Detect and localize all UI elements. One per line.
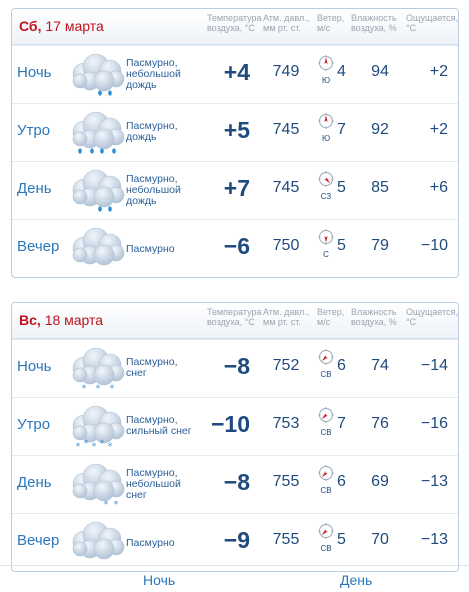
svg-text:*: * — [75, 442, 81, 448]
feels-like-value: +2 — [429, 121, 448, 138]
wind-direction-label: Ю — [321, 134, 331, 143]
wind-compass — [318, 522, 334, 552]
wind-direction-icon — [318, 170, 334, 188]
wind-speed-value: 7 — [337, 415, 346, 432]
humidity-value: 76 — [371, 415, 389, 432]
wind-direction-icon — [318, 112, 334, 130]
temperature-value: −9 — [223, 527, 250, 553]
wind-speed-value: 6 — [337, 357, 346, 374]
wind-direction-icon — [318, 228, 334, 246]
feels-like-value: −10 — [420, 237, 448, 254]
wind-direction-icon — [318, 522, 334, 540]
forecast-row — [12, 455, 458, 513]
column-header-feels: Ощущается, °С — [406, 13, 459, 33]
wind-compass — [318, 228, 334, 258]
forecast-row — [12, 45, 458, 103]
weather-icon-wrap — [70, 168, 126, 212]
pressure-value: 749 — [272, 63, 300, 80]
wind-speed-value: 4 — [337, 63, 346, 80]
column-header-temp: Температура воздуха, °С — [207, 13, 262, 33]
humidity-value: 70 — [371, 531, 389, 548]
wind-compass — [318, 170, 334, 200]
weather-icon-wrap — [70, 520, 126, 564]
wind-speed-value: 5 — [337, 179, 346, 196]
pressure-value: 745 — [272, 121, 300, 138]
column-header-pressure: Атм. давл., мм рт. ст. — [263, 307, 310, 327]
cloud-icon — [70, 226, 126, 270]
period-label: Утро — [17, 416, 51, 433]
humidity-value: 69 — [371, 473, 389, 490]
column-header-temp: Температура воздуха, °С — [207, 307, 262, 327]
wind-direction-label: СВ — [320, 428, 332, 437]
cloud-light-rain-icon — [70, 52, 126, 96]
condition-text: Пасмурно, небольшой дождь — [126, 173, 181, 207]
temperature-value: −10 — [210, 411, 250, 437]
day-forecast-card — [11, 302, 459, 572]
column-header-feels: Ощущается, °С — [406, 307, 459, 327]
svg-text:*: * — [91, 442, 97, 448]
humidity-value: 85 — [371, 179, 389, 196]
feels-like-value: −16 — [420, 415, 448, 432]
column-header-humidity: Влажность воздуха, % — [351, 307, 397, 327]
wind-direction-label: СВ — [320, 370, 332, 379]
forecast-row — [12, 339, 458, 397]
condition-text: Пасмурно — [126, 243, 175, 255]
svg-text:*: * — [81, 384, 87, 390]
column-header-wind: Ветер, м/с — [317, 13, 345, 33]
humidity-value: 92 — [371, 121, 389, 138]
svg-text:*: * — [113, 500, 119, 506]
wind-direction-label: СЗ — [320, 192, 332, 201]
cloud-light-snow-icon — [70, 462, 126, 506]
period-label: Вечер — [17, 238, 60, 255]
weekday: Вс, — [19, 312, 45, 328]
wind-direction-label: С — [323, 250, 329, 259]
wind-speed-value: 5 — [337, 237, 346, 254]
condition-text: Пасмурно — [126, 537, 175, 549]
day-header — [12, 9, 458, 45]
wind-direction-icon — [318, 348, 334, 366]
wind-direction-icon — [318, 464, 334, 482]
day-forecast-card — [11, 8, 459, 278]
weather-icon-wrap — [70, 346, 126, 390]
wind-compass — [318, 464, 334, 494]
pressure-value: 752 — [272, 357, 300, 374]
cloud-icon — [70, 520, 126, 564]
feels-like-value: +6 — [429, 179, 448, 196]
wind-compass — [318, 348, 334, 378]
period-label: Вечер — [17, 532, 60, 549]
period-label: Утро — [17, 122, 51, 139]
forecast-row — [12, 161, 458, 219]
forecast-row — [12, 397, 458, 455]
wind-compass — [318, 406, 334, 436]
wind-speed-value: 5 — [337, 531, 346, 548]
cloud-light-rain-icon — [70, 168, 126, 212]
period-label: Ночь — [17, 358, 52, 375]
day-header — [12, 303, 458, 339]
feels-like-value: +2 — [429, 63, 448, 80]
forecast-row — [12, 513, 458, 571]
wind-direction-icon — [318, 54, 334, 72]
svg-text:*: * — [107, 442, 113, 448]
wind-direction-icon — [318, 406, 334, 424]
temperature-value: +5 — [223, 117, 250, 143]
condition-text: Пасмурно, небольшой снег — [126, 467, 181, 501]
humidity-value: 74 — [371, 357, 389, 374]
weather-icon-wrap — [70, 462, 126, 506]
forecast-row — [12, 103, 458, 161]
period-label: Ночь — [17, 64, 52, 81]
pressure-value: 755 — [272, 473, 300, 490]
pressure-value: 755 — [272, 531, 300, 548]
condition-text: Пасмурно, небольшой дождь — [126, 57, 181, 91]
next-day-period-night: Ночь — [143, 572, 176, 588]
temperature-value: +4 — [223, 59, 250, 85]
cloud-heavy-snow-icon — [70, 404, 126, 448]
period-label: День — [17, 474, 52, 491]
svg-text:*: * — [103, 500, 109, 506]
temperature-value: −8 — [223, 353, 250, 379]
weather-icon-wrap — [70, 404, 126, 448]
pressure-value: 750 — [272, 237, 300, 254]
pressure-value: 745 — [272, 179, 300, 196]
temperature-value: −8 — [223, 469, 250, 495]
wind-speed-value: 7 — [337, 121, 346, 138]
weather-icon-wrap — [70, 226, 126, 270]
weather-icon-wrap — [70, 110, 126, 154]
day-date — [19, 18, 104, 34]
svg-text:*: * — [95, 384, 101, 390]
pressure-value: 753 — [272, 415, 300, 432]
column-header-pressure: Атм. давл., мм рт. ст. — [263, 13, 310, 33]
wind-direction-label: СВ — [320, 544, 332, 553]
wind-compass — [318, 112, 334, 142]
svg-text:*: * — [99, 439, 105, 448]
date-text: 17 марта — [45, 18, 104, 34]
column-header-wind: Ветер, м/с — [317, 307, 345, 327]
divider — [0, 565, 469, 566]
humidity-value: 94 — [371, 63, 389, 80]
condition-text: Пасмурно, сильный снег — [126, 414, 192, 437]
wind-direction-label: Ю — [321, 76, 331, 85]
weekday: Сб, — [19, 18, 46, 34]
feels-like-value: −13 — [420, 531, 448, 548]
wind-compass — [318, 54, 334, 84]
next-day-period-day: День — [340, 572, 373, 588]
condition-text: Пасмурно, снег — [126, 356, 178, 379]
condition-text: Пасмурно, дождь — [126, 120, 178, 143]
feels-like-value: −14 — [420, 357, 448, 374]
cloud-snow-icon — [70, 346, 126, 390]
temperature-value: −6 — [223, 233, 250, 259]
svg-text:*: * — [83, 439, 89, 448]
cloud-rain-icon — [70, 110, 126, 154]
feels-like-value: −13 — [420, 473, 448, 490]
wind-speed-value: 6 — [337, 473, 346, 490]
svg-text:*: * — [109, 384, 115, 390]
period-label: День — [17, 180, 52, 197]
date-text: 18 марта — [44, 312, 104, 328]
weather-icon-wrap — [70, 52, 126, 96]
temperature-value: +7 — [223, 175, 250, 201]
humidity-value: 79 — [371, 237, 389, 254]
wind-direction-label: СВ — [320, 486, 332, 495]
day-date — [19, 312, 103, 328]
column-header-humidity: Влажность воздуха, % — [351, 13, 397, 33]
forecast-row — [12, 219, 458, 277]
